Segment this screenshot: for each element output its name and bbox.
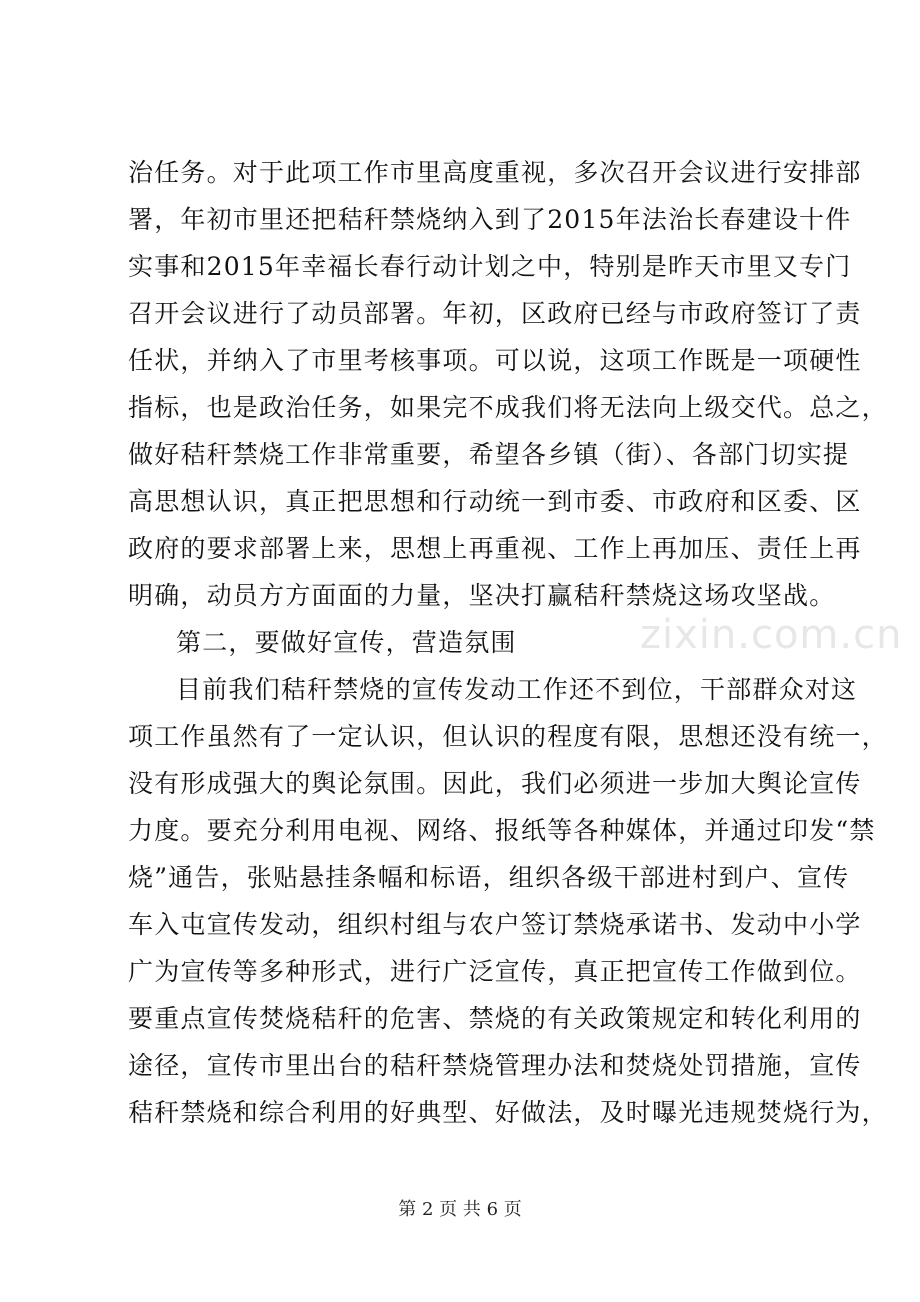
section-heading: 第二，要做好宣传，营造氛围 xyxy=(176,628,517,657)
body-line-10: 明确，动员方方面面的力量，坚决打赢秸秆禁烧这场攻坚战。 xyxy=(128,581,836,610)
page-footer: 第 2 页 共 6 页 xyxy=(398,1199,522,1220)
body-line-21: 秸秆禁烧和综合利用的好典型、好做法，及时曝光违规焚烧行为， xyxy=(128,1098,888,1127)
body-line-14: 没有形成强大的舆论氛围。因此，我们必须进一步加大舆论宣传 xyxy=(128,769,862,798)
body-line-18: 广为宣传等多种形式，进行广泛宣传，真正把宣传工作做到位。 xyxy=(128,957,862,986)
body-line-9: 政府的要求部署上来，思想上再重视、工作上再加压、责任上再 xyxy=(128,534,862,563)
body-line-20: 途径，宣传市里出台的秸秆禁烧管理办法和焚烧处罚措施，宣传 xyxy=(128,1051,862,1080)
body-line-15: 力度。要充分利用电视、网络、报纸等各种媒体，并通过印发“禁 xyxy=(128,816,876,845)
body-line-4: 召开会议进行了动员部署。年初，区政府已经与市政府签订了责 xyxy=(128,299,862,328)
body-line-5: 任状，并纳入了市里考核事项。可以说，这项工作既是一项硬性 xyxy=(128,346,862,375)
body-line-1: 治任务。对于此项工作市里高度重视，多次召开会议进行安排部 xyxy=(128,158,862,187)
body-line-8: 高思想认识，真正把思想和行动统一到市委、市政府和区委、区 xyxy=(128,487,862,516)
body-line-7: 做好秸秆禁烧工作非常重要，希望各乡镇（街）、各部门切实提 xyxy=(128,440,850,469)
body-line-16: 烧”通告，张贴悬挂条幅和标语，组织各级干部进村到户、宣传 xyxy=(128,863,850,892)
watermark: zixin.com.cn xyxy=(640,612,903,658)
body-line-17: 车入屯宣传发动，组织村组与农户签订禁烧承诺书、发动中小学 xyxy=(128,910,862,939)
body-line-6: 指标，也是政治任务，如果完不成我们将无法向上级交代。总之， xyxy=(128,393,888,422)
body-line-13: 项工作虽然有了一定认识，但认识的程度有限，思想还没有统一， xyxy=(128,722,888,751)
paragraph-start-line: 目前我们秸秆禁烧的宣传发动工作还不到位，干部群众对这 xyxy=(176,675,858,704)
body-line-3: 实事和2015年幸福长春行动计划之中，特别是昨天市里又专门 xyxy=(128,252,852,281)
body-line-19: 要重点宣传焚烧秸秆的危害、禁烧的有关政策规定和转化利用的 xyxy=(128,1004,862,1033)
body-line-2: 署，年初市里还把秸秆禁烧纳入到了2015年法治长春建设十件 xyxy=(128,205,852,234)
